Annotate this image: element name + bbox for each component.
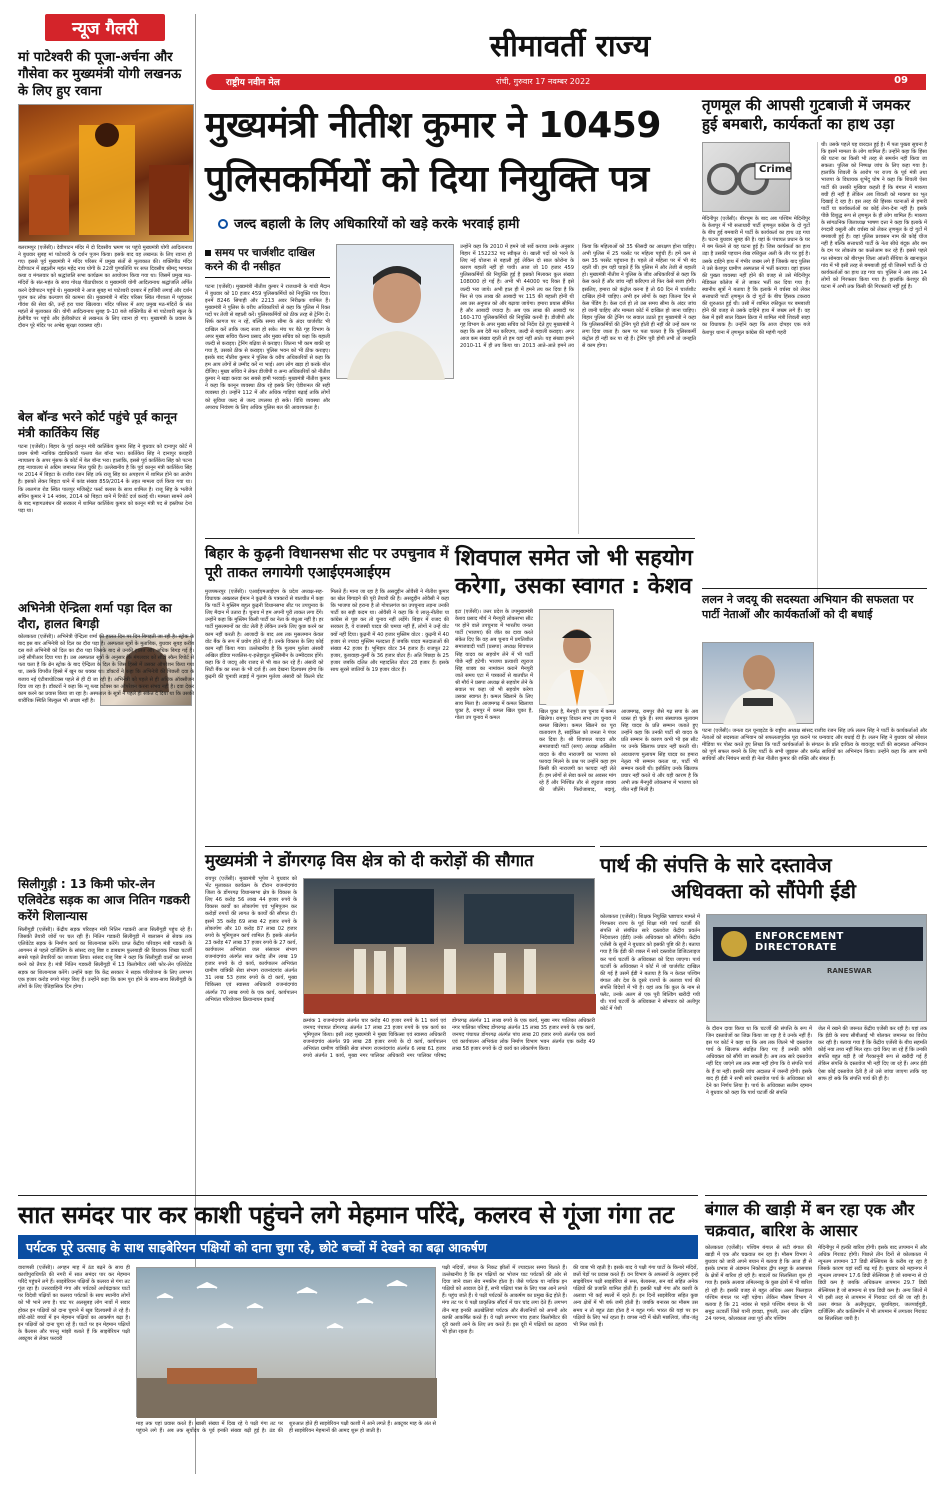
gallery-story1-body: बलरामपुर (एजेंसी)। देवीपाटन मंदिर में दो दिवसीय भ्रमण पर पहुंचे मुख्यमंत्री योगी आदित्यनाथ ने बुधवार सुबह मां पाटेश्वरी के दर्शन पूजन किया। इसके बाद वह लखनऊ के लिए रवाना हो गए। इससे पूर्व मुख्यमंत्री ने मंदिर परिसर में प्रमुख संतों से मुलाकात की। शक्तिपीठ मंदिर देवीपाटन में ब्रह्मलीन महंत महेंद्र नाथ योगी के 22वीं पुण्यतिथि पर सप्त दिवसीय श्रीमद् भागवत कथा व मंगलवार को श्रद्धांजलि सभा कार्यक्रम का आयोजन किया गया था। जिसमें प्रमुख मठ-मंदिरों के संत-महंत के साथ गोरक्ष पीठाधीश्वर व मुख्यमंत्री योगी आदित्यनाथ श्रद्धांजलि अर्पित करने देवीपाटन पहुंचे थे। मुख्यमंत्री ने आज सुबह मां पाटेश्वरी दरबार में हाजिरी लगाई और दर्शन पूजन कर लोक कल्याण की कामना की। मुख्यमंत्री ने मंदिर परिसर स्थित गौशाला में पहुंचकर गौवंश की सेवा की, उन्हें हरा चारा खिलाया। मंदिर परिसर में आए प्रमुख मठ-मंदिरों के संत महंतों से मुलाकात की। योगी आदित्यनाथ सुबह 9-10 बजे शक्तिपीठ से मां पाटेश्वरी स्कूल के हेलीपैड पर पहुंचे और हेलीकॉप्टर से लखनऊ के लिए रवाना हो गए। मुख्यमंत्री के प्रवास के दौरान पूरे मंदिर पर अभेद्य सुरक्षा व्यवस्था रही।	[18, 245, 194, 330]
kashi-body-col1: वाराणसी (एजेंसी)। अगहन माह में ठंड बढ़ने के साथ ही काशीपुराधिपति की नगरी में सात समंदर पार कर मेहमान परिंदे पहुंचने लगे हैं। साइबेरियन पक्षियों के कलरव से गंगा तट गूंज रहा है। उत्तरवाहिनी गंगा और पर्यटकों अर्धचंद्राकार घाटों पर विदेशी पक्षियों का कलरव पर्यटकों के साथ स्थानीय लोगों को भी भाने लगा है। घाट पर अलसुबह लोग नावों में सवार होकर इन पक्षियों को दाना चुगाने में खूब दिलचस्पी ले रहे हैं। छोटे-छोटे बच्चों में इन मेहमान पक्षियों का आकर्षण बढ़ा है। इन पक्षियों को दाना चुगा रहे हैं। घाटों पर इन मेहमान पक्षियों के कैलास और परन्तु मांझी बताते हैं कि साइबेरियन पक्षी अक्टूबर से लेकर फरवरी	[18, 1265, 132, 1342]
lead-body-col1: पटना (एजेंसी)। मुख्यमंत्री नीतीश कुमार ने राजधानी के गांधी मैदान में बुधवार को 10 हजार 459 पुलिसकर्मियों को नियुक्ति पत्र दिया। इनमें 8246 सिपाही और 2213 अवर निरीक्षक शामिल हैं। मुख्यमंत्री ने पुलिस के वरीय अधिकारियों से कहा कि पुलिस में रिक्त पदों पर तेजी से बहाली करें। पुलिसकर्मियों को ठीक तरह से ट्रेनिंग दें। सिर्फ कागज पर न रहें, बल्कि समय सीमा के अंदर चार्जशीट भी दाखिल करें ताकि जल्द सजा हो सके। मंच पर बैठे गृह विभाग के अपर मुख्य सचिव चैतन्य प्रसाद और मुख्य सचिव को कहा कि बहाली जल्दी से कराइए। ट्रेनिंग बढ़िया से कराइए। जितना भी काम बाकी रह गया है, उसको ठीक से कराइए। पुलिस भवन को भी ठीक कराइए। इसके बाद नीतीश कुमार ने पुलिस के वरीय अधिकारियों से कहा कि हम आप लोगों से उम्मीद करें ना भाई। आप लोग खड़ा हो करके बोल दीजिए। मुख्य सचिव ने लेकर डीजीपी व अन्य अधिकारियों को नीतीश कुमार ने खड़ा करवा कर सबसे हामी भरवाई। मुख्यमंत्री नीतीश कुमार ने कहा कि कानून व्यवस्था ठीक रहे इसके लिए ऐडीशनल की सही व्यवस्था हो। उन्होंने 112 में और अधिक गाड़ियां बढ़ाई ताकि लोगों को सुविधा जल्द से जल्द उपलब्ध हो सके। विधि व्यवस्था और अपराध नियंत्रण के लिए अधिक पुलिस बल की आवश्यकता है।	[205, 284, 332, 411]
cyclone-body-col1: कोलकाता (एजेंसी)। पश्चिम बंगाल से सटी बंगाल की खाड़ी में एक और चक्रवात बन रहा है। मौसम विभाग ने बुधवार को जारी अपने बयान में बताया है कि आज ही से इसके प्रभाव से अंडमान निकोबार द्वीप समूह के आसपास के क्षेत्रों में बारिश हो रही है। बादलों का सिलसिला शुरू हो गया है। इसके अलावा तमिलनाडु के कुछ क्षेत्रों में भी बारिश हो रही है। इसकी वजह से बहुत अधिक असर फिलहाल पश्चिम बंगाल पर नहीं पड़ेगा। लेकिन मौसम विभाग ने बताया है कि 21 नवंबर से पहले पश्चिम बंगाल के भी समुद्र तटवर्ती जिले यानी हावड़ा, हुगली, उत्तर और दक्षिण 24 परगना, कोलकाता तथा पूर्व और पश्चिम	[705, 1245, 814, 1322]
partha-story	[600, 846, 927, 1191]
gallery-story3-body: कोलकाता (एजेंसी)। अभिनेत्री ऐन्द्रिला शर्मा की हालत दिन पर दिन बिगड़ती जा रही है। स्ट्रोक के बाद इस बार अभिनेत्री को दिल का दौरा पड़ा है। अस्पताल सूत्रों के मुताबिक, बुधवार सुबह करीब दस बजे अभिनेत्री को दिल का दौरा पड़ा जिसके बाद से उनकी हालत और अधिक बिगड़ गई है। उन्हें सीपीआर दिया गया है। उस अस्पताल सूत्रों के अनुसार कि मंगलवार को सीटी स्कैन रिपोर्ट से पता चला है कि ब्रेन स्ट्रोक के बाद ऐन्द्रिला के दिल के जिस हिस्से में उसका ऑपरेशन किया गया था, उसके विपरीत हिस्से में खून का थक्का था। डॉक्टरों ने कहा कि अभिनेत्री की पिछली दवा के बजाय नई एंटीबायोटिक्स पहले से ही दी जा रही है। अभिनेत्री को पहले से ही अधिक ऑक्सीजन दिया जा रहा है। डॉक्टरों ने कहा कि न्यू ब्लड वर्टेक्स का ऑपरेशन करना संभव नहीं है। दवा देकर काम करने का प्रयास किया जा रहा है। अस्पताल के सूत्रों ने पहले ही संकेत दे दिया था कि उसकी शारीरिक स्थिति बिल्कुल भी अच्छा नहीं है।	[18, 634, 196, 704]
temple-photo-graphic	[19, 105, 195, 243]
gallery-story4-body: सिलीगुड़ी (एजेंसी)। केंद्रीय सड़क परिवहन मंत्री नितिन गडकरी आज सिलीगुड़ी पहुंच रहे हैं। जिसकी तैयारी जोरों पर चल रही हैं। नितिन गडकरी सिलीगुड़ी में बालासन से सेवक तक एलिवेटेड सड़क के निर्माण कार्य का शिलान्यास करेंगे। प्राप्त केंद्रीय परिवहन मंत्री गडकरी के आगमन से पहले दार्जिलिंग के सांसद राजू बिष्ट व डाबग्राम फुलबाड़ी की विधायक शिखा चटर्जी सबसे पहले तैयारियों का जायजा लिया। सांसद राजू बिष्ट ने कहा कि सिलीगुड़ी वालों का सपना बनने को तैयार है। मंत्री नितिन गडकरी सिलीगुड़ी में 13 किलोमीटर लंबी फोर-लेन एलिवेटेड सड़क का शिलान्यास करेंगे। उन्होंने कहा कि केंद्र सरकार ने सड़क परियोजना के लिए लगभग एक हजार करोड़ रुपये मंजूर किए हैं। उन्होंने कहा कि काम पूरा होने के साथ-साथ सिलीगुड़ी के लोगों के लिए ऐतिहासिक दिन होगा।	[18, 927, 194, 990]
lalan-headline: ललन ने जदयू की सदस्यता अभियान की सफलता पर पार्टी नेताओं और कार्यकर्ताओं को दी बधाई	[702, 593, 914, 621]
tmc-body-col2: थी। उसके पहले यह वारदात हुई है। मैं पता पुख्ता सूचना है कि इसमें मामला के लोग शामिल हैं। उन्होंने कहा कि हिंसा की घटना का किसी भी तरह से समर्थन नहीं किया जा सकता। पुलिस को निष्पक्ष जांच के लिए कहा गया है। हालांकि शिवली के आरोप पर राज्य के पूर्व मंत्री तथा भाजपा के विधायक शुभेंदु घोष ने कहा कि शिवली ऐसा पार्टी की उसकी मुखिया कहती हैं कि बंगाल में माकपा बची ही नहीं है लेकिन अब शिवली को माकपा का भूत दिखाई दे रहा है। इस तरह की हिंसक घटनाओं से हमारी पार्टी या कार्यकर्ताओं का कोई लेना-देना नहीं है। इसके पीछे विशुद्ध रूप से तृणमूल के ही लोग शामिल हैं। माकपा के सांगठनिक जिलाध्यक्ष भाषण दत्ता ने कहा कि इलाके में रंगदारी वसूली और वर्चस्व को लेकर तृणमूल के दो गुटों में बमबाजी हुई है। वहां पुलिस प्रशासन नाम की कोई चीज नहीं है बल्कि सत्ताधारी पार्टी के नेता सीधे बंदूक और बम के दम पर लोकतंत्र का कत्लेआम कर रहे हैं। इससे पहले गत सोमवार को बीरभूम जिला आंतरी सैंथिया के खानाकुल गांव में भी इसी तरह से बमबाजी हुई थी जिसमें पार्टी के दो कार्यकर्ताओं का हाथ उड़ गया था। पुलिस ने अब तक 14 लोगों को गिरफ्तार किया गया है। हालांकि केशपुर की घटना में अभी तक किसी की गिरफ्तारी नहीं हुई है।	[817, 142, 927, 601]
siberian-birds-photo	[136, 1267, 436, 1417]
shivpal-story	[455, 545, 698, 840]
kashi-band-text: पर्यटक पूरे उत्साह के साथ साइबेरियन पक्षियों को दाना चुगा रहे, छोटे बच्चों में देखने का बढ़ा आकर्षण	[26, 1240, 487, 1255]
box-bullet-icon	[205, 250, 211, 256]
dongargarh-story	[205, 846, 595, 1191]
kashi-body-col2: पक्षी नदियों, जंगल के निकट झीलों में ज्यादातर समय बिताते हैं। उल्लेखनीय है कि इन पक्षियों का भोजन घाट पर्यटकों की ओर से दिया जाने वाला सेव नमकीन होता है। जैसे पर्यटक या नाविक इन पक्षियों को आवाज देते हैं, सभी पक्षियां पास के लिए पास आने लगते हैं। पहुंच जाते हैं। ये पक्षी पर्यटकों के आकर्षण का प्रमुख केंद्र होते हैं। मंगा तट पर ये पक्षी प्राकृतिक सौंदर्य में चार चांद लगा देते हैं। लगभग तीन माह इनकी अठखेलियां पर्यटक और सैलानियों को अपनी ओर काफी आकर्षित करते हैं। ये पक्षी लगभग पांच हजार किलोमीटर की दूरी काशी आने के लिए तय करते हैं। इस दूरी में पक्षियों का ठहराव भी होता रहता है।	[442, 1265, 569, 1335]
lead-deck	[218, 214, 688, 232]
page-title: सीमावर्ती राज्य	[489, 29, 651, 64]
gallery-story3-headline: अभिनेत्री ऐन्द्रिला शर्मा पड़ा दिल का दौरा, हालत बिगड़ी	[18, 601, 172, 631]
lead-side-box	[205, 246, 330, 278]
ed-sign-subtext: RANESWAR	[827, 967, 872, 975]
kashi-body-col3: की यात्रा भी रहती है। इसके बाद ये पक्षी गंगा घाटों के किनारे मंदिरों, छतों पेड़ों पर प्रवास करते हैं। वन विभाग के अफसरों के अनुसार इन्हें साइबेरियन पक्षी साइबेरिया से रूस, बेलारूस, सन बर्ड सहित अनेक पक्षियों की प्रजाति शामिल होती हैं। इसकी पक्षी गंगा और काशी के अलावा भी कई स्थलों में रहते हैं। इन दिनों साइबेरिया सहित कुछ अन्य क्षेत्रों में भी बर्फ जमी होती है। जबकि बनारस का मौसम उस समय न तो बहुत ठंडा होता है न बहुत गर्म। भारत की यहां पर इन पक्षियों के लिए भर्त रहता है। वापस नदी में खेती मछलियां, जीव-जंतु भी मिल जाते हैं।	[573, 1265, 700, 1328]
dongargarh-headline: मुख्यमंत्री ने डोंगरगढ़ विस क्षेत्र को दी करोड़ों की सौगात	[205, 851, 534, 870]
divider-line	[705, 1195, 927, 1196]
tmc-story	[702, 96, 927, 601]
inauguration-photo	[303, 878, 595, 1013]
shivpal-body-col1: इटा (एजेंसी)। उत्तर प्रदेश के उपमुख्यमंत्री केशव प्रसाद मौर्य ने मैनपुरी लोकसभा सीट पर होने वाले उपचुनाव में भारतीय जनता पार्टी (भाजपा) की जीत का दावा करते संकेत दिए कि वह अब चुनाव में प्रगतिशील समाजवादी पार्टी (प्रसपा) अध्यक्ष शिवपाल सिंह यादव का सहयोग लेने में भी पार्टी पीछे नहीं हटेगी। भाजपा प्रत्याशी रघुराज सिंह शाक्य का नामांकन कराने मैनपुरी जाते समय एटा में पत्रकारों से बातचीत में श्री मौर्य ने प्रसपा अध्यक्ष से सहयोग लेने के सवाल पर कहा जो भी सहयोग करेगा उसका स्वागत है। कमल खिलाने के लिए साथ मिला है। आजमगढ़ में कमल खिलाया चुका है, रामपुर में कमल खिल चुका है, गोला उप चुनाव में कमल	[455, 609, 535, 722]
shivpal-body-col2: खिल चुका है, मैनपुरी उप चुनाव में कमल खिलेगा। रामपुर विधान सभा उप चुनाव में कमल खिलेगा। कमल खिलने का पूरा वातावरण है, साईकिल को जनता ने पंचर कर दिया है। श्री शिवपाल यादव और समाजवादी पार्टी (सपा) अध्यक्ष अखिलेश यादव के बीच नाराजगी का भाजपा को फायदा मिलने के प्रश्न पर उन्होंने कहा हम किसी की नाराजगी का फायदा नहीं लेते हैं। हम लोगों से सेवा करने का अवसर मांग रहे हैं और निश्चित तौर से रघुराज शाक्य की जीतेंगे। फिरोजाबाद, बदायूं, आजमगढ़, रामपुर जैसे गढ़ सपा के अब ध्वस्त हो चुके हैं। सपा संस्थापक मुलायम सिंह यादव के प्रति सम्मान जताते हुए उन्होंने कहा कि उनकी पार्टी श्री यादव के प्रति सम्मान के कारण कभी भी इस सीट पर उनके खिलाफ प्रचार नहीं करती थी। अवधारणा मुलायम सिंह यादव का हमारा नेतृत्व भी सम्मान करता था, पार्टी भी सम्मान करती थी। इसीलिए उनके खिलाफ प्रचार नहीं करते थे और यही कारण है कि अभी तक मैनपुरी लोकसभा में भाजपा को जीत नहीं मिली है।	[539, 709, 700, 794]
side-box-text: समय पर चार्जशीट दाखिल करने की दी नसीहत	[205, 247, 315, 273]
keshav-maurya-photo	[539, 609, 614, 705]
tmc-headline: तृणमूल की आपसी गुटबाजी में जमकर हुई बमबारी, कार्यकर्ता का हाथ उड़ा	[702, 96, 911, 133]
kashi-headline: सात समंदर पार कर काशी पहुंचने लगे मेहमान परिंदे, कलरव से गूंजा गंगा तट	[18, 1201, 674, 1229]
divider-line	[18, 1195, 698, 1196]
lalan-singh-photo	[702, 642, 814, 724]
lalan-story	[702, 588, 927, 886]
gallery-story2-headline: बेल बॉन्ड भरने कोर्ट पहुंचे पूर्व कानून मंत्री कार्तिकेय सिंह	[18, 410, 178, 440]
cyclone-body-col2: मेदिनीपुर में हल्की बारिश होगी। इसके बाद तापमान में और अधिक गिरावट होगी। पिछले तीन दिनों से कोलकाता में न्यूनतम तापमान 17 डिग्री सेल्सियस के करीब रह रहा है जिसके कारण यहां सर्दी बढ़ गई है। बुधवार को महानगर में न्यूनतम तापमान 17.6 डिग्री सेल्सियस है जो सामान्य से दो डिग्री कम है जबकि अधिकतम तापमान 29.7 डिग्री सेल्सियस है जो सामान्य से एक डिग्री कम है। अन्य जिलों में भी इसी तरह से तापमान में गिरावट दर्ज की जा रही है। उत्तर बंगाल के अलीपुरद्वार, कूचबिहार, जलपाईगुड़ी, दार्जिलिंग और कालिम्पोंग में भी तापमान में लगातार गिरावट का सिलसिला जारी है।	[818, 1245, 929, 1322]
ed-emblem-icon	[721, 931, 747, 957]
nitish-kumar-photo	[336, 244, 454, 379]
kudhni-headline: बिहार के कुढ़नी विधानसभा सीट पर उपचुनाव में पूरी ताकत लगायेगी एआईएमआईएम	[205, 546, 449, 581]
dongargarh-body-col1: रायपुर (एजेंसी)। मुख्यमंत्री भूपेश ने बुधवार को भेंट मुलाकात कार्यक्रम के दौरान राजनांदगांव जिला के डोंगरगढ़ विधानसभा क्षेत्र के विकास के लिए 46 करोड़ 56 लाख 44 हजार रुपये के विकास कार्यों का लोकार्पण एवं भूमिपूजन कर करोड़ों रुपयों की लागत के कार्यों की सौगात दी। इसमें 35 करोड़ 69 लाख 42 हजार रुपये के लोकार्पण और 10 करोड़ 87 लाख 02 हजार रुपये के भूमिपूजन कार्य शामिल हैं। इसके अंतर्गत 23 करोड़ 47 लाख 37 हजार रुपये के 27 कार्य, कार्यपालन अभियंता जल संसाधन संभाग राजनांदगांव अंतर्गत सात करोड़ तीन लाख 19 हजार रुपये के दो कार्य, कार्यपालन अभियंता ग्रामीण यांत्रिकी सेवा संभाग राजनांदगांव अंतर्गत 31 लाख 53 हजार रुपये के दो कार्य, मुख्य चिकित्सा एवं स्वास्थ्य अधिकारी राजनांदगांव अंतर्गत 70 लाख रुपये के एक कार्य, कार्यपालन अभियंता परियोजना क्रियान्वयन इकाई	[205, 876, 299, 1003]
lead-body-right: उन्होंने कहा कि 2010 में हमने जो सर्वे कराया उनके अनुसार बिहार में 152232 पद स्वीकृत थे। खाली पदों को भरने के लिए नई योजना से बहाली हुई लेकिन दो साल कोरोना के कारण बहाली नहीं हो पायी। आज जो 10 हजार 459 पुलिसकर्मियों की नियुक्ति हुई है इसको मिलाकर कुल संख्या 108000 हो गई है। अभी भी 44000 पद रिक्त हैं इसे जल्दी भरा जाये। अभी हाल ही में हमने तय कर दिया है कि फिर से एक लाख की आबादी पर 115 की बहाली होनी थी अब उस अनुपात को और बढ़ाया जायेगा। हमारा प्रयास सीमित है और आबादी ज्यादा है। अब एक लाख की आबादी पर 160-170 पुलिसकर्मियों की नियुक्ति करनी है। डीजीपी और गृह विभाग के अपर मुख्य सचिव को निर्देश देते हुए मुख्यमंत्री ने कहा कि अब देरी मत करिएगा, जल्दी से बहाली कराइए। अगर आज कम संख्या रहती तो हम यहां नहीं आते। यह संख्या हमने 2010-11 में ही तय किया था। 2013 आते-आते हमने तय किया कि महिलाओं को 35 फीसदी का आरक्षण होना चाहिए। अभी पुलिस में 25 परसेंट पर महिला पहुंची हैं। हमें कम से कम 35 परसेंट पहुंचाना है। पहले तो महिला पर में भी बंद रहती थीं। हम यही चाहते हैं कि पुलिस में और तेजी से बहाली हो। मुख्यमंत्री नीतीश ने पुलिस के जीव अधिकारियों से कहा कि केस करते हैं और जांच नहीं करिएगा तो फिर केसे सजा होगी। इसलिए, हमारा को कंट्रोल करना है तो 60 दिन में चार्जशीट दाखिल होनी चाहिए। अभी इन लोगों के कहा जितना दिन से केस पेंडिंग है। केस दर्ज हो तो उस समय सीमा के अंदर जांच हो जानी चाहिए और मामला कोर्ट में दाखिल हो जाना चाहिए। बिहार पुलिस की ट्रेनिंग पर सवाल उठाते हुए मुख्यमंत्री ने कहा कि पुलिसकर्मियों की ट्रेनिंग पूरी होती ही नहीं की उन्हें काम पर लगा दिया जाता है। काम पर पता चलता है कि पुलिसकर्मी कंट्रोल ही नहीं कर पा रहे हैं। ट्रेनिंग पूरी होगी तभी तो जनहृति से काम होगा।	[460, 244, 698, 350]
kudhni-story	[205, 545, 449, 840]
lead-headline-line1: मुख्यमंत्री नीतीश कुमार ने 10459	[205, 105, 661, 146]
crime-photo-caption: Crime	[759, 164, 792, 175]
gallery-story2-body: पटना (एजेंसी)। बिहार के पूर्व कानून मंत्री कार्तिकेय कुमार सिंह ने बुधवार को दानापुर कोर्ट में प्रथम श्रेणी न्यायिक दंडाधिकारी पल्लव बेल बॉन्ड भरा। कार्तिकेय सिंह ने दानापुर कचहरी न्यायालय के अपर मुंसफ के कोर्ट में बेल बॉन्ड भरा। हालांकि, इससे पूर्व कार्तिकेय सिंह को पटना हाइ न्यायालय से अग्रिम जमानत मिल चुकी है। उल्लेखनीय है कि पूर्व कानून मंत्री कार्तिकेय सिंह पर 2014 में बिहटा के राजीव रंजन सिंह उर्फ राजू सिंह का अपहरण में शामिल होने का आरोप है। इसको लेकर बिहटा थाने में कांड संख्या 859/2014 के तहत मामला दर्ज किया गया था। कि लालगंज रोड स्थित पालपुर मजिस्ट्रेट फर्स्ट क्लास के साथ शामिल है। राजू सिंह के भतीजे सचिन कुमार ने 14 नवंबर, 2014 को बिहटा थाने में रिपोर्ट दर्ज कराई थी। मामला सामने आने के बाद महागठबंधन की सरकार में शामिल कार्तिकेय कुमार को कानून मंत्री पद से इस्तीफा देना पड़ा था।	[18, 444, 194, 514]
gallery-story1-headline: मां पाटेश्वरी की पूजा-अर्चना और गौसेवा कर मुख्यमंत्री योगी लखनऊ के लिए हुए रवाना	[18, 50, 182, 99]
kashi-story	[18, 1195, 698, 1480]
partha-body-col2: के दौरान दावा किया था कि चटर्जी की संपत्ति के रूप में जिन दस्तावेजों का जिक्र किया जा रहा है वे उनके नहीं हैं। इस पर कोर्ट ने कहा था कि अब तक जितने भी दस्तावेज पार्थ के खिलाफ संग्रहित किए गए हैं उनकी कॉपी अधिवक्ता को सौंपी जा सकती है। अब तक सारे दस्तावेज नहीं दिए जाएंगे तब तक स्पष्ट नहीं होगा कि वे संपत्ति पार्थ के हैं या नहीं। इसकी जांच अदालत में जरूरी होगी। इसके बाद ही ईडी ने सभी सारे दस्तावेज पार्थ के अधिवक्ता को देने का निर्णय लिया है। पार्थ के अधिवक्ता सलीम रहमान ने बुधवार को कहा कि पार्थ चटर्जी की संपत्ति	[706, 1026, 814, 1096]
dongargarh-body-col2: क्रमांक 1 राजनांदगांव अंतर्गत चार करोड़ 40 हजार रुपये के 11 कार्य एवं जनपद पंचायत डोंगरगढ़ अंतर्गत 17 लाख 23 हजार रुपये के एक कार्य का भूमिपूजन किया। इसी तरह मुख्यमंत्री ने मुख्य चिकित्सा एवं स्वास्थ्य अधिकारी राजनांदगांव अंतर्गत 99 लाख 28 हजार रुपये के दो कार्य, कार्यपालन अभियंता ग्रामीण यांत्रिकी सेवा संभाग राजनांदगांव अंतर्गत 6 लाख 61 हजार रुपये अंतर्गत 1 कार्य, मुख्य नगर पालिका अधिकारी नगर पालिका परिषद डोंगरगढ़ अंतर्गत 11 लाख रुपये के एक कार्य, मुख्य नगर पालिका अधिकारी नगर पालिका परिषद डोंगरगढ़ अंतर्गत 15 लाख 35 हजार रुपये के एक कार्य, जनपद पंचायत डोंगरगढ़ अंतर्गत पांच लाख 20 हजार रुपये अंतर्गत एक कार्य एवं कार्यपालन अभियंता लोक निर्माण विभाग भवन अंतर्गत एक करोड़ 49 लाख 58 हजार रुपये के दो कार्य का लोकार्पण किया।	[303, 1018, 597, 1060]
shivpal-headline-line2: करेगा, उसका स्वागत : केशव	[455, 574, 692, 599]
temple-prayer-photo	[18, 104, 194, 242]
news-gallery-label: न्यूज गैलरी	[45, 14, 165, 41]
lead-headline-line2: पुलिसकर्मियों को दिया नियुक्ति पत्र	[205, 159, 649, 200]
crime-photo	[702, 142, 790, 212]
birds-graphic	[137, 1268, 437, 1418]
deck-text: जल्द बहाली के लिए अधिकारियों को खड़े करके भरवाई हामी	[234, 217, 520, 232]
partha-body-col1: कोलकाता (एजेंसी)। शिक्षक नियुक्ति भ्रष्टाचार मामले में गिरफ्तार राज्य के पूर्व शिक्षा मंत्री पार्थ चटर्जी की संपत्ति से संबंधित सारे दस्तावेज केंद्रीय प्रवर्तन निदेशालय (ईडी) उनके अधिवक्ता को सौंपेगी। केंद्रीय एजेंसी के सूत्रों ने बुधवार को इसकी पुष्टि की है। बताया गया है कि ईडी की शक्ल में सारे दस्तावेज डिजिटलाइज कर पार्थ चटर्जी के अधिवक्ता को दिया जाएगा। पार्थ चटर्जी के अधिवक्ता ने कोर्ट में जो चार्जशीट दाखिल की गई है उसमें ईडी ने बताया है कि न केवल पश्चिम बंगाल और देश के दूसरे राज्यों के अलावा पार्थ की संपत्ति विदेशों में भी है। यहां तक कि कुल के नाम से फ्लैट, उनके अलग से एक पूरी बिल्डिंग खरीदी गयी थी। पार्थ चटर्जी के अधिवक्ता ने सोमवार को अलीपुर कोर्ट में पेशी	[600, 914, 702, 1013]
kashi-photo-caption: माह तक यहां प्रवास करते हैं। खासी संख्या में दिख रहे ये पक्षी गंगा तट पर पहुंचने लगे हैं। अब तक सूर्योदय के पूर्व इनकी संख्या बढ़ी हुई है। ठंड की शुरुआत होते ही साइबेरियन पक्षी काशी में आने लगते हैं। अक्टूबर माह के अंत से ही साइबेरियन मेहमानों की आमद शुरू हो जाती है।	[136, 1421, 438, 1435]
divider-line	[205, 846, 595, 847]
cyclone-headline: बंगाल की खाड़ी में बन रहा एक और चक्रवात, बारिश के आसार	[705, 1200, 915, 1240]
deck-circle-icon	[218, 219, 228, 229]
lalan-body: पटना (एजेंसी)। जनता दल यूनाइटेड के राष्ट्रीय अध्यक्ष सांसद राजीव रंजन सिंह उर्फ ललन सिंह ने पार्टी के कार्यकर्ताओं और नेताओं को सदस्यता अभियान को सफलतापूर्वक पूरा कराने पर धन्यवाद और बधाई दी है। ललन सिंह ने बुधवार को सोशल मीडिया पर पोस्ट करते हुए लिखा कि पार्टी कार्यकर्ताओं के संगठन के प्रति दायित्व के बावजूद पार्टी की सदस्यता अभियान को पूर्ण सफल बनाने के लिए पार्टी के सभी जुझारू और कर्मठ साथियों का अभिनंदन किया। उन्होंने कहा कि आप सभी साथियों और निबंधन साथी ही नेता नीतीश कुमार की शक्ति और संबल हैं।	[702, 728, 929, 763]
kashi-band	[18, 1235, 698, 1259]
lead-body-col2	[336, 384, 456, 536]
dateline: रांची, गुरुवार 17 नवम्बर 2022	[496, 77, 591, 86]
tmc-body-col1: मेदिनीपुर (एजेंसी)। बीरभूम के बाद अब पश्चिम मेदिनीपुर के केशपुर में भी सत्ताधारी पार्टी तृणमूल कांग्रेस के दो गुटों के बीच हुई बमबारी में पार्टी के कार्यकर्ता का हाथ उड़ गया है। घटना बुधवार सुबह की है। यहां के पंचायत प्रधान के घर में बम फेंकने से यह घटना हुई है। जिस कार्यकर्ता का हाथ उड़ा है उसकी पहचान शेख रफीकुल अली के तौर पर हुई है। उसके दाहिने हाथ में गंभीर जख्म लगे हैं जिसके बाद पुलिस ने उसे केशपुर ग्रामीण अस्पताल में भर्ती कराया। वहां हालत की पुख्ता व्यवस्था नहीं होने की वजह से उसे मेदिनीपुर मेडिकल कॉलेज में ले जाकर भर्ती कर दिया गया है। स्थानीय सूत्रों ने बताया है कि इलाके में वर्चस्व को लेकर सत्ताधारी पार्टी तृणमूल के दो गुटों के बीच हिंसक टकराव की शुरुआत हुई थी। उसी में शामिल रफीकुल पर बमबाजी होने की वजह से उसके दाहिने हाथ में जख्म लगे हैं। वह केस में इसी साल विक्रम क्रिया में शामिल मंत्री शिवली साहा का विधायक है। उन्होंने कहा कि आज दोपहर एक बजे केशपुर थाना में तृणमूल कांग्रेस की महंगी गहरी	[702, 216, 812, 336]
header-bar	[206, 74, 926, 90]
partha-headline-line1: पार्थ की संपत्ति के सारे दस्तावेज	[600, 853, 832, 877]
gallery-story4-headline: सिलीगुड़ी : 13 किमी फोर-लेन एलिवेटेड सड़क का आज नितिन गडकरी करेंगे शिलान्यास	[18, 877, 190, 923]
ed-office-photo	[706, 914, 927, 1022]
cyclone-story	[705, 1195, 927, 1480]
page-number: 09	[894, 75, 908, 86]
partha-headline-line2: अधिवक्ता को सौंपेगी ईडी	[671, 879, 856, 903]
kudhni-body: मुजफ्फरपुर (एजेंसी)। एआईएमआईएम के प्रदेश अध्यक्ष-सह-विधायक अख्तरुल ईमान ने कुढ़नी के पत्रकारों से बातचीत में कहा कि पार्टी ने मुस्लिम बहुल कुढ़नी विधानसभा सीट पर उपचुनाव के लिए मैदान में उतारा है। चुनाव में हम अपनी पूरी ताकत लगा देंगे। उन्होंने कहा कि मुस्लिम किसी पार्टी का नेता के बंधुआ नहीं है। हर पार्टी मुसलमानों का वोट लेती है लेकिन उनके लिए कुछ करने का काम नहीं करती है। आजादी के बाद अब तक मुसलमान केवल वोट बैंक के रूप में प्रयोग होते रहे हैं। उनके विकास के लिए कोई काम नहीं किया गया। उल्लेखनीय है कि गुलाम मुर्तजा अंसारी अखिल इंडिया मजलिस-ए-इत्तेहादुल मुस्लिमीन के उम्मीदवार होंगे। कहा कि वे जदयू और राजद से भी बात कर रहे हैं। अंसारी को सिटी बैंक का सत्ता के भी दर्ज हैं। अब देखना दिलचस्प होगा कि कुढ़नी की चुनावी लड़ाई में गुलाम मुर्तजा अंसारी को कितने वोट मिलते हैं। माना जा रहा है कि असदुद्दीन ओवैसी ने नीतीश कुमार का खेल बिगाड़ने की पूरी तैयारी की है। असदुद्दीन ओवैसी ने कहा कि भाजपा को हराना है तो गोपालगंज का उपचुनाव लड़ना उनकी पार्टी का सही कदम था। ओवैसी ने कहा कि ये लालू-नीतीश या कांग्रेस से पूछ कर तो चुनाव नहीं लड़ेंगे। बिहार में राजद की सरकार है, ये राजस्थी यादव की चमचा नहीं हैं, लोगों ने उन्हें वोट क्यों नहीं दिया। कुढ़नी में 40 हजार मुस्लिम वोटर : कुढ़नी में 40 हजार से ज्यादा मुस्लिम मतदाता हैं जबकि यादव मतदाताओं की संख्या 42 हजार है। भूमिहार वोटर 34 हजार हैं। राजपूत 22 हजार, कुशवाहा-कुर्मी के 36 हजार वोटर हैं। अति पिछड़ा के 25 हजार जबकि दलित और महादलित वोटर 28 हजार हैं। इसके साथ सुरसे जातियों के 19 हजार वोटर हैं।	[205, 589, 451, 681]
divider-line	[600, 846, 927, 847]
shivpal-headline-line1: शिवपाल समेत जो भी सहयोग	[455, 546, 693, 571]
partha-body-col3: जेल में रखने की जरूरत केंद्रीय एजेंसी कर रही है। यहां तक कि ईडी के साथ सीबीआई भी बोलकर जमानत का विरोध कर रही है। बताया गया है कि केंद्रीय एजेंसी के बीच सहमति कोई नया तथ्य नहीं मिल रहा। दावे किए जा रहे हैं कि उनकी संपत्ति बहुत बड़ी है जो गैरकानूनी रूप से खरीदी गई हैं लेकिन संपत्ति के दस्तावेज भी नहीं दिए जा रहे हैं। अगर ईडी ऐसा कोई दस्तावेज देती है तो उसे जांचा जाएगा ताकि यह साफ हो सके कि संपत्ति पार्थ की ही है।	[818, 1026, 929, 1082]
divider-line	[205, 538, 695, 539]
ed-sign-text: ENFORCEMENT DIRECTORATE	[755, 931, 844, 953]
divider-line	[702, 588, 927, 589]
brand-label: राष्ट्रीय नवीन मेल	[226, 78, 280, 88]
